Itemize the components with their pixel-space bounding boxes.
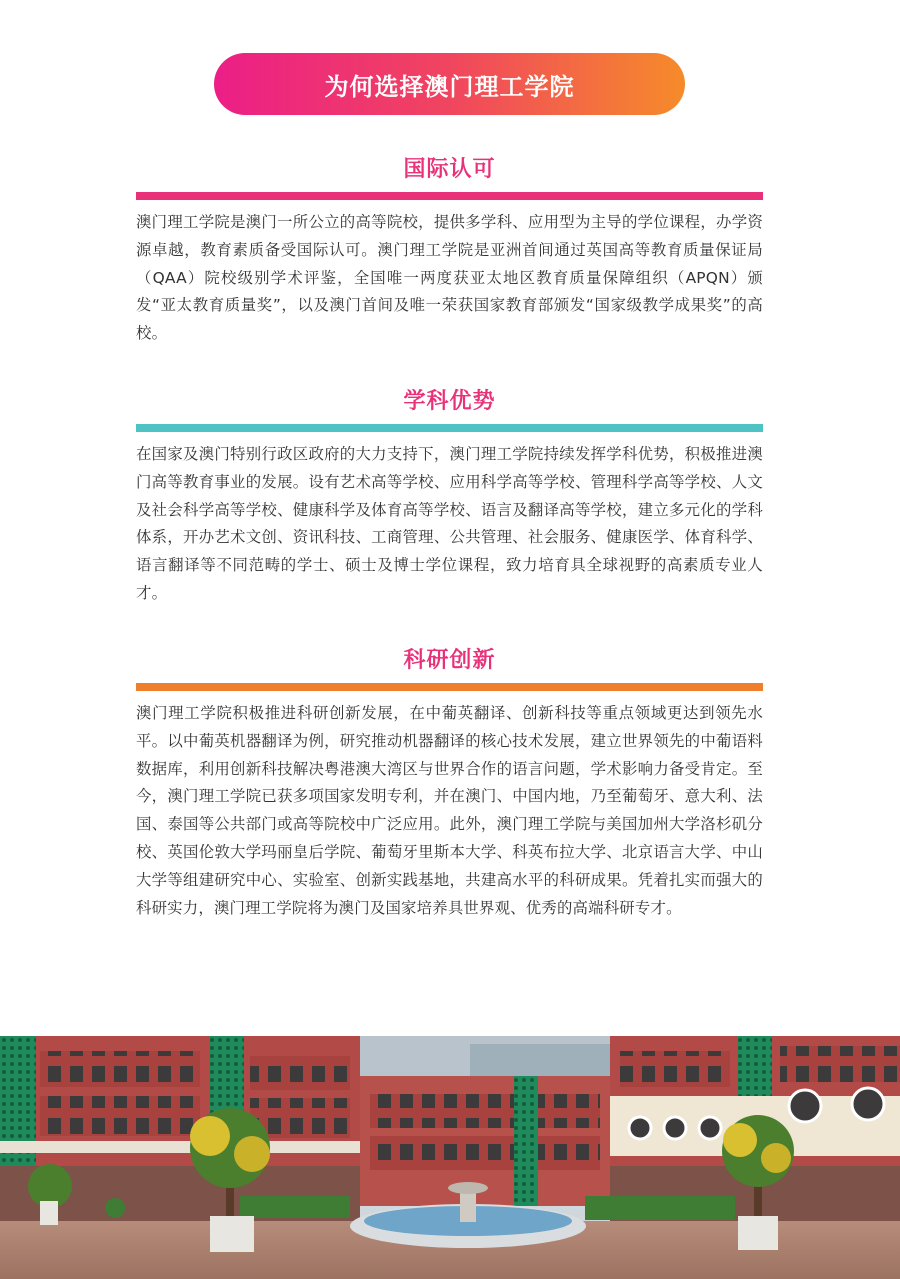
section-body: 澳门理工学院积极推进科研创新发展，在中葡英翻译、创新科技等重点领域更达到领先水平。以中葡英机器翻译为例，研究推动机器翻译的核心技术发展，建立世界领先的中葡语料数据库，利用创新科技解决粤港澳大湾区与世界合作的语言问题，学术影响力备受肯定。至今，澳门理工学院已获多项国家发明专利，并在澳门、中国内地，乃至葡萄牙、意大利、法国、泰国等公共部门或高等院校中广泛应用。此外，澳门理工学院与美国加州大学洛杉矶分校、英国伦敦大学玛丽皇后学院、葡萄牙里斯本大学、科英布拉大学、北京语言大学、中山大学等组建研究中心、实验室、创新实践基地，共建高水平的科研成果。凭着扎实而强大的科研实力，澳门理工学院将为澳门及国家培养具世界观、优秀的高端科研专才。 — [136, 704, 763, 917]
page-title: 为何选择澳门理工学院 — [324, 72, 575, 101]
section-heading: 科研创新 — [403, 648, 496, 673]
section-body: 在国家及澳门特别行政区政府的大力支持下，澳门理工学院持续发挥学科优势，积极推进澳门高等教育事业的发展。设有艺术高等学校、应用科学高等学校、管理科学高等学校、人文及社会科学高等学校、健康科学及体育高等学校、语言及翻译高等学校，建立多元化的学科体系，开办艺术文创、资讯科技、工商管理、公共管理、社会服务、健康医学、体育科学、语言翻译等不同范畴的学士、硕士及博士学位课程，致力培育具全球视野的高素质专业人才。 — [136, 445, 763, 602]
section-research-innovation — [136, 645, 763, 922]
page-title-banner — [214, 53, 685, 115]
section-divider — [136, 192, 763, 200]
section-heading: 国际认可 — [403, 157, 496, 182]
section-body: 澳门理工学院是澳门一所公立的高等院校，提供多学科、应用型为主导的学位课程，办学资源卓越，教育素质备受国际认可。澳门理工学院是亚洲首间通过英国高等教育质量保证局（QAA）院校级别学术评鉴，全国唯一两度获亚太地区教育质量保障组织（APQN）颁发“亚太教育质量奖”，以及澳门首间及唯一荣获国家教育部颁发“国家级教学成果奖”的高校。 — [136, 213, 763, 343]
section-divider — [136, 424, 763, 432]
section-discipline-advantages — [136, 386, 763, 608]
campus-courtyard-photo — [0, 1036, 900, 1279]
section-heading: 学科优势 — [403, 389, 496, 414]
section-international-recognition — [136, 154, 763, 348]
section-divider — [136, 683, 763, 691]
